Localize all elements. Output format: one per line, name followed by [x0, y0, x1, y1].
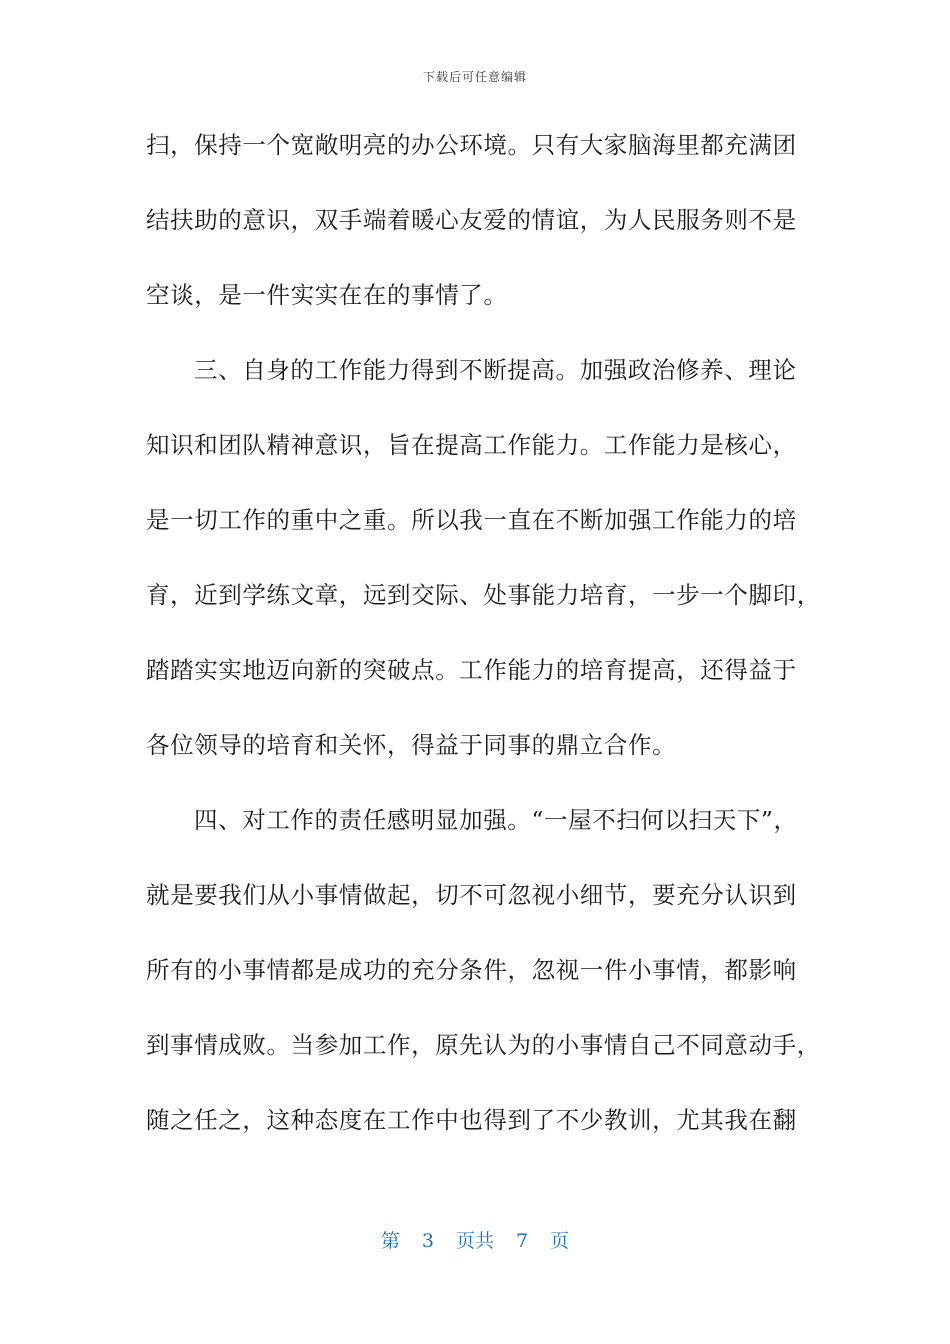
body-line: 结扶助的意识，双手端着暖心友爱的情谊，为人民服务则不是	[146, 206, 797, 234]
body-line: 空谈，是一件实实在在的事情了。	[146, 281, 508, 309]
current-page-number: 3	[421, 1230, 434, 1252]
page-header-note: 下载后可任意编辑	[422, 70, 527, 84]
body-line: 到事情成败。当参加工作，原先认为的小事情自己不同意动手，	[146, 1031, 821, 1059]
body-line: 各位领导的培育和关怀，得益于同事的鼎立合作。	[146, 731, 677, 759]
paragraph-start-line: 四、对工作的责任感明显加强。“一屋不扫何以扫天下”，	[194, 806, 798, 834]
body-line: 知识和团队精神意识，旨在提高工作能力。工作能力是核心，	[146, 431, 797, 459]
body-line: 育，近到学练文章，远到交际、处事能力培育，一步一个脚印，	[146, 581, 821, 609]
body-line: 就是要我们从小事情做起，切不可忽视小细节，要充分认识到	[146, 881, 797, 909]
page-suffix: 页	[550, 1230, 570, 1252]
body-line: 是一切工作的重中之重。所以我一直在不断加强工作能力的培	[146, 506, 797, 534]
body-line: 扫，保持一个宽敞明亮的办公环境。只有大家脑海里都充满团	[146, 131, 797, 159]
body-line: 所有的小事情都是成功的充分条件，忽视一件小事情，都影响	[146, 956, 797, 984]
body-line: 踏踏实实地迈向新的突破点。工作能力的培育提高，还得益于	[146, 656, 797, 684]
paragraph-start-line: 三、自身的工作能力得到不断提高。加强政治修养、理论	[194, 356, 797, 384]
page-number-footer	[0, 1226, 950, 1253]
body-line: 随之任之，这种态度在工作中也得到了不少教训，尤其我在翻	[146, 1106, 797, 1134]
page-prefix: 第	[380, 1230, 400, 1252]
page-mid: 页共	[455, 1230, 494, 1252]
document-body	[146, 125, 821, 1175]
total-pages-number: 7	[516, 1230, 529, 1252]
